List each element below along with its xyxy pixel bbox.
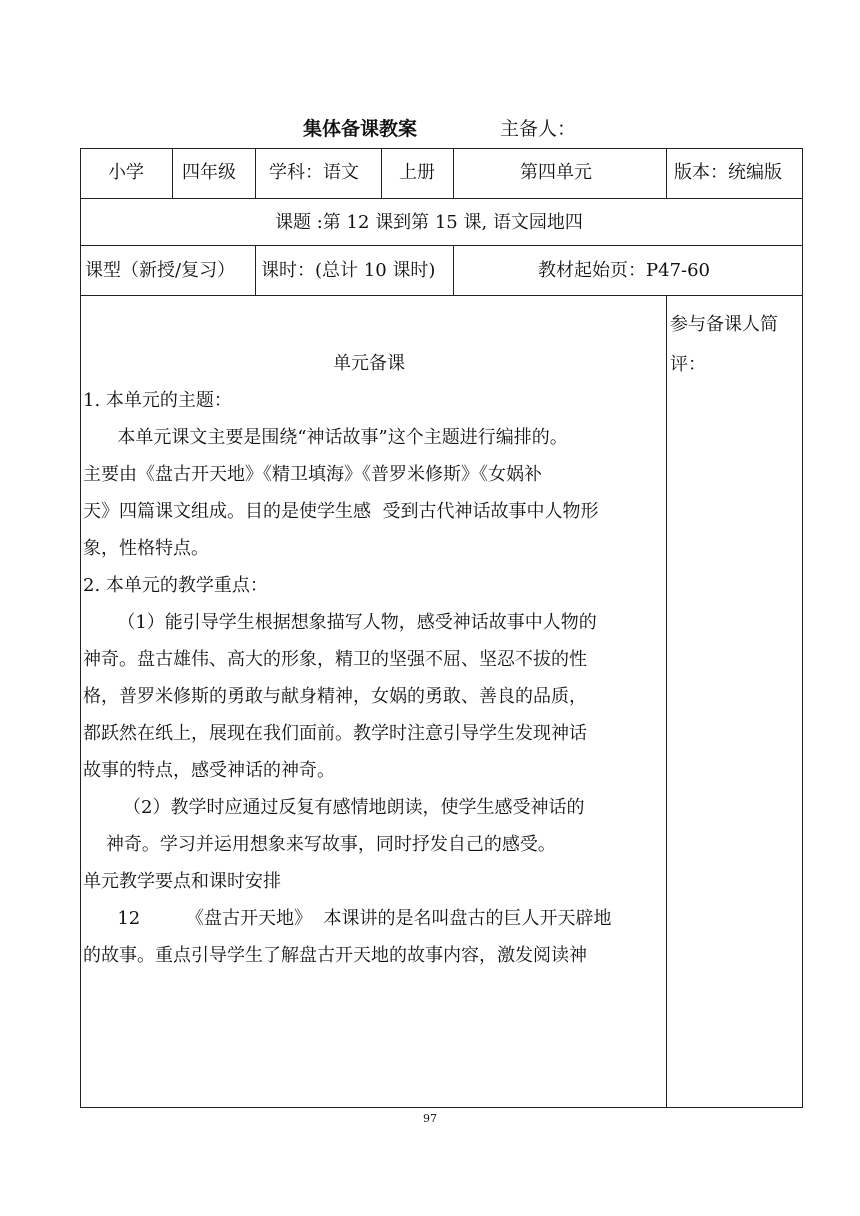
content-line: 故事的特点，感受神话的神奇。 <box>83 760 335 781</box>
col-divider <box>453 148 454 198</box>
row-divider <box>80 198 803 199</box>
cell-topic: 课题 :第 12 课到第 15 课, 语文园地四 <box>275 212 583 233</box>
col-divider <box>381 148 382 198</box>
row-divider <box>80 295 803 296</box>
col-divider <box>255 245 256 295</box>
reviewer-comment-label-cont: 评： <box>670 354 706 375</box>
content-line: 天》四篇课文组成。目的是使学生感 受到古代神话故事中人物形 <box>83 501 599 522</box>
content-line: 2. 本单元的教学重点： <box>83 575 268 596</box>
col-divider <box>666 295 667 1108</box>
section-heading: 单元备课 <box>333 353 405 374</box>
col-divider <box>172 148 173 198</box>
author-label: 主备人： <box>500 118 577 140</box>
content-line: 都跃然在纸上，展现在我们面前。教学时注意引导学生发现神话 <box>83 723 587 744</box>
content-line: 神奇。学习并运用想象来写故事，同时抒发自己的感受。 <box>83 834 556 855</box>
document-title-bar <box>0 114 860 144</box>
cell-hours: 课时：(总计 10 课时) <box>261 260 436 281</box>
content-line: 格，普罗米修斯的勇敢与献身精神，女娲的勇敢、善良的品质， <box>83 686 587 707</box>
col-divider <box>453 245 454 295</box>
cell-subject: 学科：语文 <box>269 162 359 183</box>
content-line: （1）能引导学生根据想象描写人物，感受神话故事中人物的 <box>83 612 597 633</box>
content-line: 主要由《盘古开天地》《精卫填海》《普罗米修斯》《女娲补 <box>83 464 542 485</box>
cell-level: 小学 <box>108 162 144 183</box>
content-line: 神奇。盘古雄伟、高大的形象，精卫的坚强不屈、坚忍不拔的性 <box>83 649 587 670</box>
page-number: 97 <box>423 1112 437 1125</box>
reviewer-comment-cell <box>670 305 800 385</box>
content-line: （2）教学时应通过反复有感情地朗读，使学生感受神话的 <box>83 797 585 818</box>
row-divider <box>80 245 803 246</box>
cell-unit: 第四单元 <box>520 162 592 183</box>
col-divider <box>666 148 667 198</box>
content-line: 的故事。重点引导学生了解盘古开天地的故事内容，激发阅读神 <box>83 945 587 966</box>
cell-start-page: 教材起始页：P47-60 <box>538 260 711 281</box>
content-line: 12 《盘古开天地》 本课讲的是名叫盘古的巨人开天辟地 <box>83 908 612 929</box>
content-line: 1. 本单元的主题： <box>83 390 232 411</box>
reviewer-comment-label: 参与备课人简 <box>670 314 778 335</box>
cell-grade: 四年级 <box>182 162 236 183</box>
content-line: 本单元课文主要是围绕“神话故事”这个主题进行编排的。 <box>83 427 568 448</box>
unit-plan-content <box>83 345 663 974</box>
content-line: 象，性格特点。 <box>83 538 209 559</box>
document-title: 集体备课教案 <box>303 118 418 140</box>
content-line: 单元教学要点和课时安排 <box>83 871 281 892</box>
cell-edition: 版本：统编版 <box>674 162 782 183</box>
cell-volume: 上册 <box>399 162 435 183</box>
col-divider <box>255 148 256 198</box>
cell-lesson-type: 课型（新授/复习） <box>85 260 236 281</box>
